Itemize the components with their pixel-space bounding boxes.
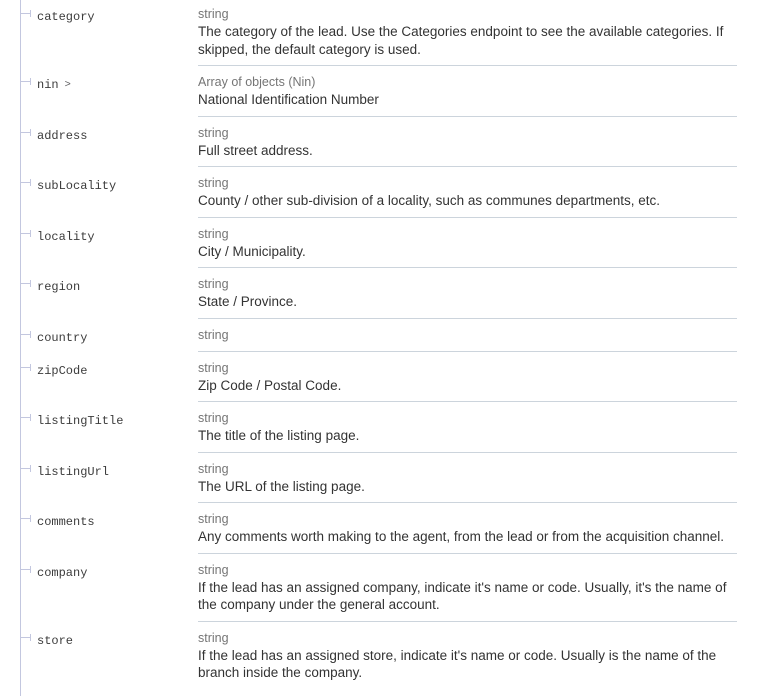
field-description: If the lead has an assigned store, indicate it's name or code. Usually is the name of the branch inside the company. [198, 647, 717, 680]
tree-branch-line [21, 81, 30, 82]
tree-branch-line [21, 518, 30, 519]
field-name-cell [0, 352, 198, 403]
field-name-cell [0, 554, 198, 622]
field-description: The URL of the listing page. [198, 478, 365, 494]
field-description: National Identification Number [198, 92, 379, 107]
field-type: string [198, 630, 229, 645]
field-name: listingUrl [37, 464, 110, 479]
field-type: string [198, 562, 229, 577]
field-name-cell [0, 268, 198, 319]
tree-branch-line [21, 468, 30, 469]
field-row [0, 218, 760, 269]
field-description: The title of the listing page. [198, 428, 360, 443]
tree-branch-tick [30, 10, 31, 17]
tree-branch-tick [30, 230, 31, 237]
field-description: City / Municipality. [198, 243, 306, 259]
field-row [0, 117, 760, 168]
field-name: comments [37, 515, 95, 529]
field-description: Full street address. [198, 142, 313, 158]
field-type: string [198, 125, 229, 140]
field-type: string [198, 327, 229, 342]
field-type: string [198, 277, 229, 291]
field-name: store [37, 633, 74, 648]
tree-branch-tick [30, 414, 31, 421]
field-name: country [37, 330, 88, 345]
field-details-cell [198, 167, 737, 218]
field-row [0, 622, 760, 689]
field-row [0, 319, 760, 352]
field-description: The category of the lead. Use the Categories endpoint to see the available categories. If skipped, the default category is used. [198, 24, 724, 57]
field-name: category [37, 10, 95, 24]
field-name: region [37, 280, 81, 294]
tree-branch-tick [30, 465, 31, 472]
field-name: address [37, 128, 88, 143]
field-description: County / other sub-division of a locality, such as communes departments, etc. [198, 193, 660, 208]
tree-branch-line [21, 417, 30, 418]
field-name-cell [0, 319, 198, 352]
field-details-cell [198, 503, 737, 554]
field-description: State / Province. [198, 294, 298, 309]
field-name: listingTitle [37, 414, 124, 428]
field-description: Zip Code / Postal Code. [198, 377, 342, 393]
field-type: string [198, 512, 229, 526]
tree-branch-tick [30, 129, 31, 136]
tree-branch-line [21, 182, 30, 183]
field-details-cell [198, 402, 737, 453]
field-row [0, 268, 760, 319]
field-row [0, 66, 760, 117]
field-name-cell [0, 402, 198, 453]
field-row [0, 503, 760, 554]
tree-branch-tick [30, 634, 31, 641]
field-row [0, 453, 760, 504]
field-details-cell [198, 352, 737, 403]
tree-branch-line [21, 569, 30, 570]
field-type: string [198, 411, 229, 425]
field-row [0, 554, 760, 622]
field-row [0, 402, 760, 453]
field-details-cell [198, 117, 737, 168]
field-name: subLocality [37, 179, 117, 193]
tree-branch-tick [30, 331, 31, 338]
field-name-cell [0, 218, 198, 269]
tree-branch-line [21, 233, 30, 234]
tree-branch-line [21, 13, 30, 14]
field-row [0, 352, 760, 403]
field-type: string [198, 226, 229, 241]
field-type: string [198, 176, 229, 190]
field-row [0, 0, 760, 66]
tree-branch-line [21, 334, 30, 335]
field-name-cell [0, 453, 198, 504]
tree-branch-line [21, 367, 30, 368]
field-details-cell [198, 268, 737, 319]
tree-branch-line [21, 283, 30, 284]
tree-branch-tick [30, 364, 31, 371]
field-name: zipCode [37, 363, 88, 378]
tree-branch-line [21, 637, 30, 638]
field-type: Array of objects (Nin) [198, 75, 316, 89]
chevron-right-icon: > [64, 78, 71, 90]
field-details-cell [198, 66, 737, 117]
field-row [0, 167, 760, 218]
field-type: string [198, 360, 229, 375]
field-name-cell [0, 622, 198, 689]
tree-branch-tick [30, 515, 31, 522]
field-details-cell [198, 554, 737, 622]
field-name-cell [0, 117, 198, 168]
field-name-cell [0, 503, 198, 554]
field-details-cell [198, 319, 737, 352]
field-description: Any comments worth making to the agent, from the lead or from the acquisition channel. [198, 529, 725, 544]
field-name: company [37, 565, 88, 580]
tree-branch-tick [30, 566, 31, 573]
field-details-cell [198, 0, 737, 66]
field-name-cell [0, 0, 198, 66]
field-details-cell [198, 453, 737, 504]
field-description: If the lead has an assigned company, indicate it's name or code. Usually, it's the name of the company under the general account. [198, 579, 727, 612]
field-type: string [198, 461, 229, 476]
field-details-cell [198, 622, 737, 689]
tree-branch-line [21, 132, 30, 133]
field-name[interactable]: nin [37, 78, 59, 92]
field-details-cell [198, 218, 737, 269]
tree-branch-tick [30, 280, 31, 287]
field-type: string [198, 7, 229, 21]
field-name-cell [0, 167, 198, 218]
tree-branch-tick [30, 78, 31, 85]
tree-branch-tick [30, 179, 31, 186]
field-name-cell [0, 66, 198, 117]
field-name: locality [37, 229, 95, 244]
